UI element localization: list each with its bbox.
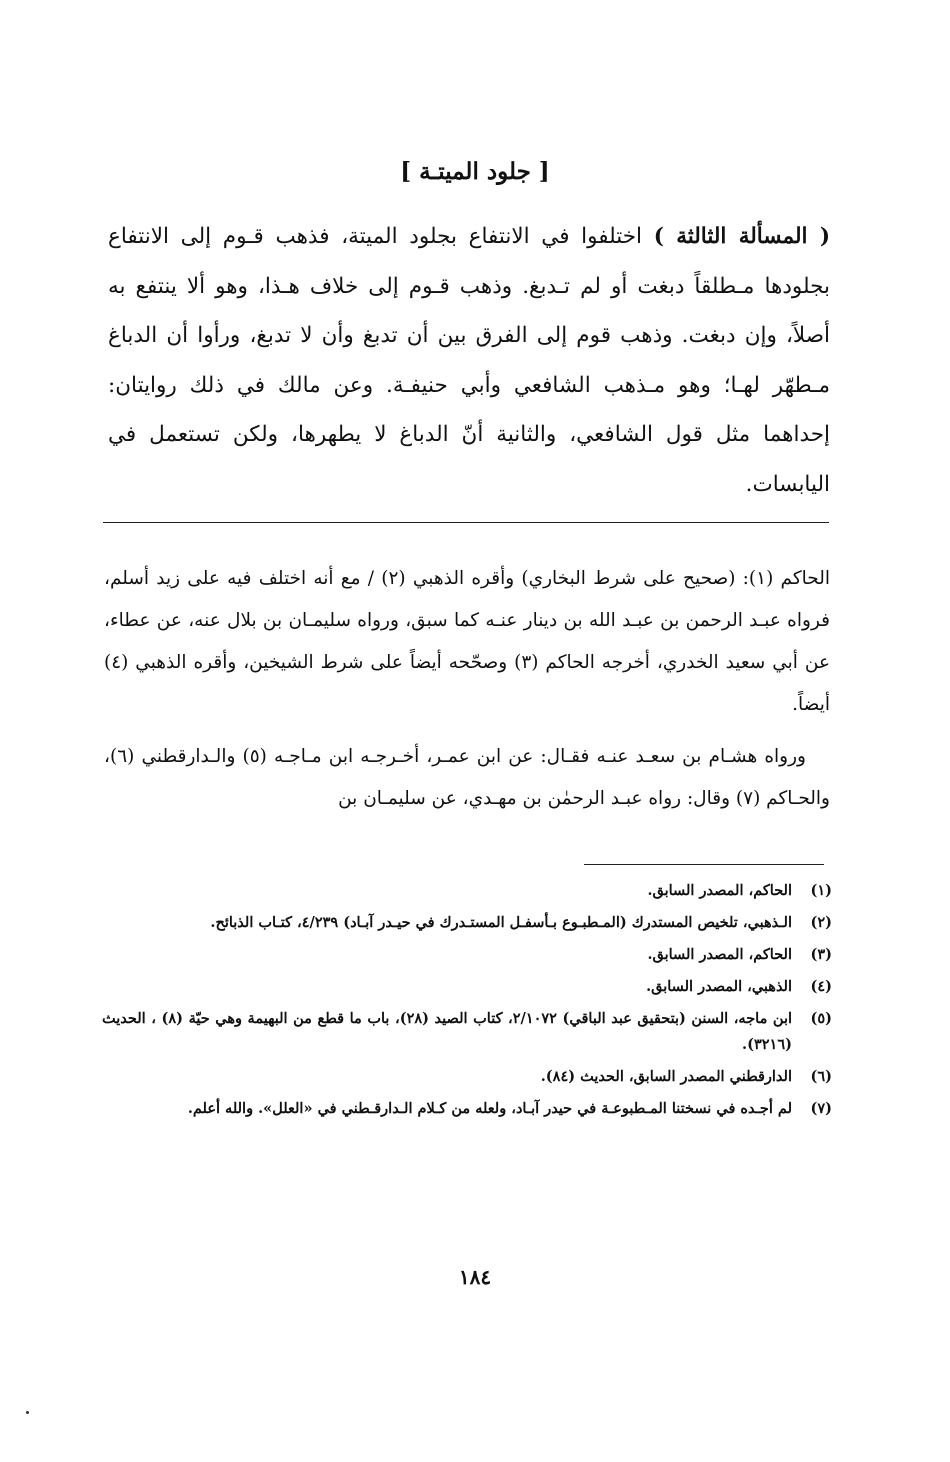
footnote-number: (٥) — [810, 1010, 832, 1027]
footnote-text: الـذهبي، تلخيص المستدرك (المـطبـوع بـأسفـل المستـدرك في حيـدر آبـاد) ٤/٢٣٩، كتـاب الذبائح. — [210, 914, 792, 931]
footnote-item — [102, 942, 832, 968]
section-heading: [ جلود الميتـة ] — [400, 158, 550, 185]
footnote-number: (٣) — [810, 946, 832, 963]
footnote-number: (٦) — [810, 1068, 832, 1085]
footnote-item — [102, 974, 832, 1000]
footnote-text: الذهبي، المصدر السابق. — [646, 978, 792, 995]
main-paragraph-body: اختلفوا في الانتفاع بجلود الميتة، فذهب قـوم إلى الانتفاع بجلودها مـطلقاً دبغت أو لم تـدبغ. وذهب قـوم إلى خلاف هـذا، وهو ألا ينتفع به أصلاً، وإن دبغت. وذهب قوم إلى الفرق بين أن تدبغ وأن لا تدبغ، ورأوا أن الدباغ مـطهّر لهـا؛ وهو مـذهب الشافعي وأبي حنيفـة. وعن مالك في ذلك روايتان: إحداهما مثل قول الشافعي، والثانية أنّ الدباغ لا يطهرها، ولكن تستعمل في اليابسات. — [108, 224, 830, 497]
footnote-text: ابن ماجه، السنن (بتحقيق عبد الباقي) ٢/١٠٧٢، كتاب الصيد (٢٨)، باب ما قطع من البهيمة وهي حيّة (٨) ، الحديث (٣٢١٦). — [102, 1010, 793, 1053]
page-number: ١٨٤ — [458, 1265, 492, 1289]
footnote-number: (٢) — [810, 914, 832, 931]
main-paragraph — [108, 212, 830, 509]
footnote-item — [102, 1096, 832, 1122]
commentary-text — [104, 558, 830, 820]
footnote-text: الحاكم، المصدر السابق. — [647, 946, 792, 963]
question-label: ( المسألة الثالثة ) — [653, 224, 830, 249]
footnote-item — [102, 1006, 832, 1058]
footnote-item — [102, 910, 832, 936]
footnote-number: (١) — [810, 882, 832, 899]
footnotes-separator-rule — [584, 864, 824, 865]
footnote-text: لم أجـده في نسختنا المـطبوعـة في حيدر آبـاد، ولعله من كـلام الـدارقـطني في «العلل». والله أعلم. — [187, 1100, 792, 1117]
commentary-paragraph-2: ورواه هشـام بن سعـد عنـه فقـال: عن ابن عمـر، أخـرجـه ابن مـاجـه (٥) والـدارقطني (٦)، والحـاكم (٧) وقال: رواه عبـد الرحمٰن بن مهـدي، عن سليمـان بن — [104, 746, 830, 809]
commentary-paragraph-1: الحاكم (١): (صحيح على شرط البخاري) وأقره الذهبي (٢) / مع أنه اختلف فيه على زيد أسلم، فرواه عبـد الرحمن بن عبـد الله بن دينار عنـه كما سبق، ورواه سليمـان بن بلال عنه، عن عطاء، عن أبي سعيد الخدري، أخرجه الحاكم (٣) وصحّحه أيضاً على شرط الشيخين، وأقره الذهبي (٤) أيضاً. — [104, 568, 830, 715]
footnote-number: (٧) — [810, 1100, 832, 1117]
footnote-text: الحاكم، المصدر السابق. — [647, 882, 792, 899]
footnote-number: (٤) — [810, 978, 832, 995]
footnote-item — [102, 878, 832, 904]
main-text — [108, 212, 830, 509]
footnote-item — [102, 1064, 832, 1090]
footnote-text: الدارقطني المصدر السابق، الحديث (٨٤). — [540, 1068, 792, 1085]
footnotes-list — [102, 878, 832, 1128]
scan-speck — [26, 1411, 29, 1414]
main-separator-rule — [103, 522, 829, 523]
